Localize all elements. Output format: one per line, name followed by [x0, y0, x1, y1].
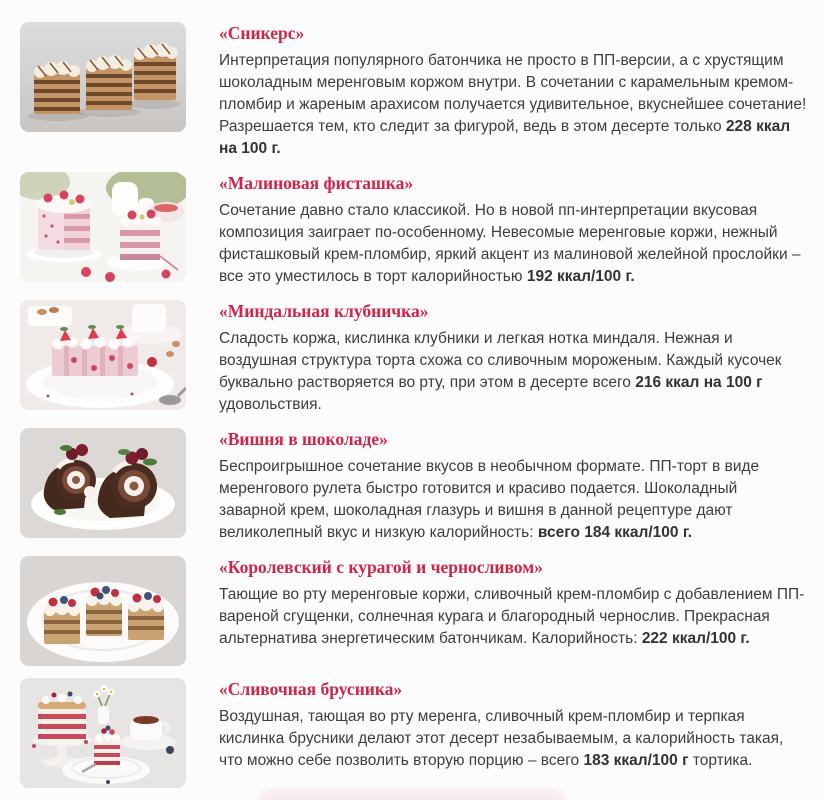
- raspberry-pistachio-cake-photo: [20, 172, 186, 282]
- dessert-content: [219, 22, 807, 160]
- dessert-description: [219, 456, 807, 544]
- dessert-title: «Сникерс»: [219, 23, 305, 43]
- dessert-description: [219, 200, 807, 288]
- calorie-value: 216 ккал на 100 г: [635, 374, 763, 391]
- dessert-description: [219, 328, 807, 416]
- description-text-after: тортика.: [688, 752, 753, 769]
- dessert-title: «Королевский с курагой и черносливом»: [219, 557, 543, 577]
- lingonberry-cake-photo: [20, 678, 186, 788]
- almond-strawberry-cake-photo: [20, 300, 186, 410]
- royal-cake-illustration: [20, 556, 186, 666]
- dessert-title: «Сливочная брусника»: [219, 679, 403, 699]
- dessert-row-raspberry-pistachio: [20, 172, 809, 288]
- description-text: Тающие во рту меренговые коржи, сливочный крем-пломбир с добавлением ПП-вареной сгущенки, солнечная курага и благородный чернослив. Прекрасная альтернатива энергетическим батончикам. Калорийность:: [219, 586, 805, 647]
- dessert-row-snickers: [20, 22, 809, 160]
- dessert-content: [219, 678, 807, 772]
- calorie-value: 183 ккал/100 г: [583, 752, 689, 769]
- dessert-content: [219, 172, 807, 288]
- dessert-content: [219, 556, 807, 650]
- cherry-chocolate-roll-photo: [20, 428, 186, 538]
- calorie-value: 228 ккал на 100 г.: [219, 118, 791, 157]
- dessert-row-royal: [20, 556, 809, 666]
- dessert-row-lingonberry: [20, 678, 809, 788]
- calorie-value: всего 184 ккал/100 г.: [537, 524, 693, 541]
- description-text: Воздушная, тающая во рту меренга, сливочный крем-пломбир и терпкая кислинка брусники делают этот десерт незабываемым, а калорийность такая, что можно себе позволить вторую порцию – всего: [219, 708, 784, 769]
- dessert-description: [219, 706, 807, 772]
- dessert-title: «Малиновая фисташка»: [219, 173, 414, 193]
- raspberry-pistachio-illustration: [20, 172, 186, 282]
- show-more-button-partial[interactable]: [257, 789, 567, 800]
- description-text-after: удовольствия.: [219, 396, 322, 413]
- dessert-description: [219, 584, 807, 650]
- dessert-content: [219, 428, 807, 544]
- royal-cake-photo: [20, 556, 186, 666]
- description-text: Интерпретация популярного батончика не просто в ПП-версии, а с хрустящим шоколадным меренговым коржом внутри. В сочетании с карамельным кремом-пломбир и жареным арахисом получается удивительное, вкуснейшее сочетание! Разрешается тем, кто следит за фигурой, ведь в этом десерте только: [219, 52, 807, 135]
- description-text: Сладость коржа, кислинка клубники и легкая нотка миндаля. Нежная и воздушная структура торта схожа со сливочным мороженым. Каждый кусочек буквально растворяется во рту, при этом в десерте всего: [219, 330, 782, 391]
- calorie-value: 192 ккал/100 г.: [526, 268, 635, 285]
- description-text: Беспроигрышное сочетание вкусов в необычном формате. ПП-торт в виде меренгового рулета быстро готовится и красиво подается. Шоколадный заварной крем, шоколадная глазурь и вишня в данной рецептуре дают великолепный вкус и низкую калорийность:: [219, 458, 760, 541]
- snickers-cake-photo: [20, 22, 186, 132]
- cherry-chocolate-illustration: [20, 428, 186, 538]
- dessert-content: [219, 300, 807, 416]
- dessert-title: «Вишня в шоколаде»: [219, 429, 388, 449]
- description-text: Сочетание давно стало классикой. Но в новой пп-интерпретации вкусовая композиция заиграет по-особенному. Невесомые меренговые коржи, нежный фисташковый крем-пломбир, яркий акцент из малиновой желейной прослойки – все это уместилось в торт калорийностью: [219, 202, 801, 285]
- calorie-value: 222 ккал/100 г.: [641, 630, 750, 647]
- dessert-row-almond-strawberry: [20, 300, 809, 416]
- dessert-row-cherry-chocolate: [20, 428, 809, 544]
- dessert-title: «Миндальная клубничка»: [219, 301, 429, 321]
- snickers-cake-illustration: [20, 22, 186, 132]
- dessert-description: [219, 50, 807, 160]
- almond-strawberry-illustration: [20, 300, 186, 410]
- lingonberry-cake-illustration: [20, 678, 186, 788]
